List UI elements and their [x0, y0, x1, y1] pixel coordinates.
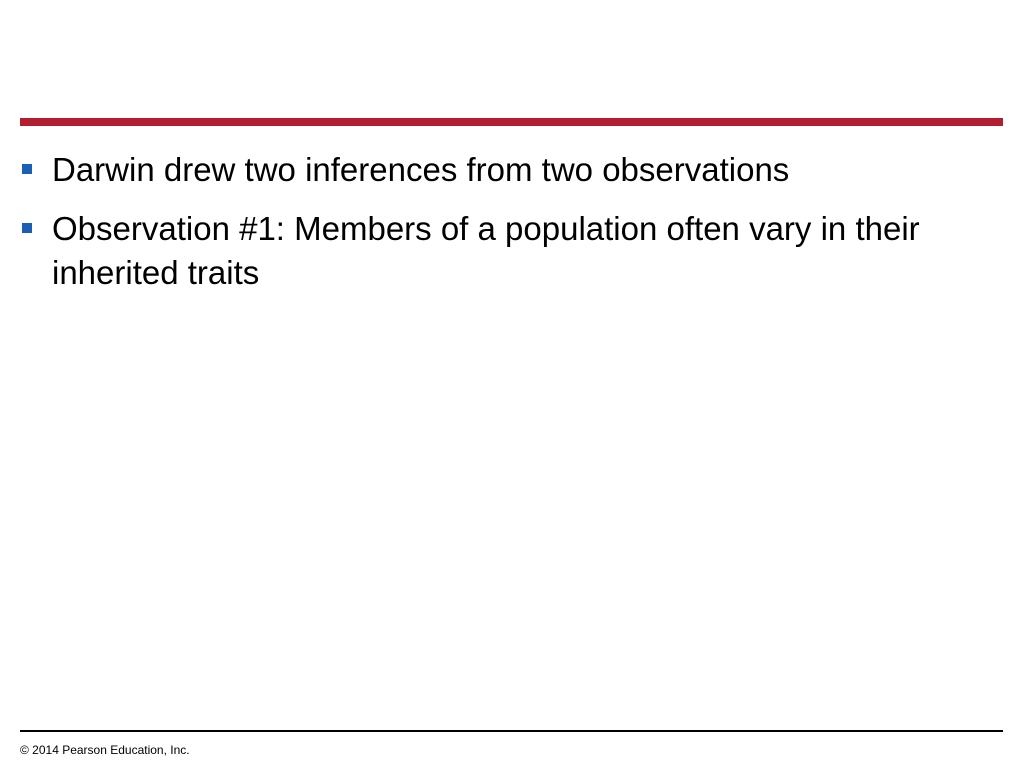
copyright-notice: © 2014 Pearson Education, Inc.	[20, 743, 190, 757]
square-bullet-icon	[22, 164, 32, 174]
bullet-text: Darwin drew two inferences from two observations	[52, 151, 790, 188]
footer-divider	[20, 730, 1003, 732]
bullet-text: Observation #1: Members of a population often vary in their inherited traits	[52, 210, 920, 291]
square-bullet-icon	[22, 223, 32, 233]
bullet-item	[20, 148, 980, 192]
bullet-list	[20, 148, 980, 310]
title-divider	[20, 118, 1003, 126]
bullet-item	[20, 207, 980, 295]
